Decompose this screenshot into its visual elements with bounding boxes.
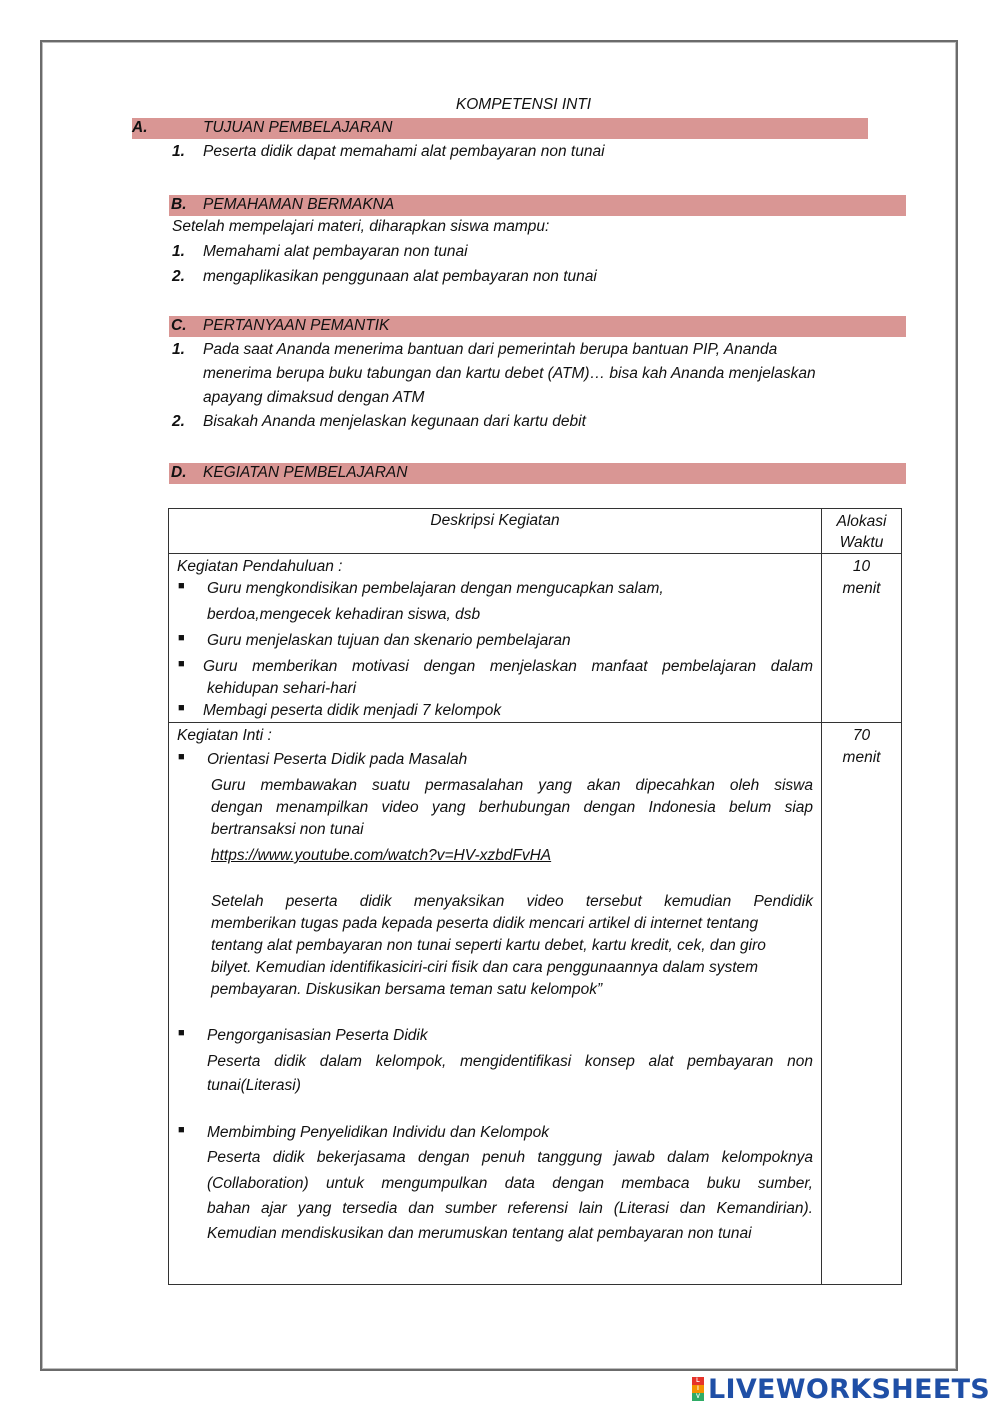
- logo-mark-icon: [692, 1377, 704, 1401]
- header-time-cell: [822, 509, 902, 554]
- section-a-item-text: Peserta didik dapat memahami alat pembayaran non tunai: [203, 143, 605, 160]
- section-c-title: PERTANYAAN PEMANTIK: [203, 317, 390, 334]
- time-unit: menit: [842, 580, 881, 597]
- pendahuluan-title: Kegiatan Pendahuluan :: [177, 558, 343, 575]
- table-row: [169, 554, 902, 723]
- inti-step-title: Membimbing Penyelidikan Individu dan Kelompok: [207, 1124, 550, 1141]
- bullet-square-icon: ■: [178, 658, 185, 670]
- inti-paragraph-line: bahan ajar yang tersedia dan sumber referensi lain (Literasi dan Kemandirian).: [207, 1200, 813, 1217]
- pendahuluan-bullet-line: berdoa,mengecek kehadiran siswa, dsb: [207, 606, 481, 623]
- inti-paragraph-line: Guru membawakan suatu permasalahan yang akan dipecahkan oleh siswa: [211, 777, 813, 794]
- activity-table: [168, 508, 902, 1285]
- inti-paragraph-line: Setelah peserta didik menyaksikan video tersebut kemudian Pendidik: [211, 893, 813, 910]
- table-row: [169, 723, 902, 1285]
- logo-mark-letter: I: [692, 1385, 704, 1393]
- section-b-letter: B.: [171, 196, 187, 213]
- section-d-title: KEGIATAN PEMBELAJARAN: [203, 464, 408, 481]
- section-b-item-num: 1.: [172, 243, 185, 260]
- inti-paragraph-line: Peserta didik dalam kelompok, mengidentifikasi konsep alat pembayaran non: [207, 1053, 813, 1070]
- pendahuluan-bullet-line: Guru menjelaskan tujuan dan skenario pembelajaran: [207, 632, 571, 649]
- section-c-item-line: apayang dimaksud dengan ATM: [203, 389, 425, 406]
- header-time-line: Alokasi: [836, 513, 887, 530]
- inti-cell: [169, 723, 822, 1285]
- bullet-square-icon: ■: [178, 751, 185, 763]
- bullet-square-icon: ■: [178, 580, 185, 592]
- header-description: Deskripsi Kegiatan: [430, 512, 560, 529]
- pendahuluan-bullet-line: kehidupan sehari-hari: [207, 680, 357, 697]
- inti-step-title: Pengorganisasian Peserta Didik: [207, 1027, 428, 1044]
- inti-paragraph-line: (Collaboration) untuk mengumpulkan data dengan membaca buku sumber,: [207, 1175, 813, 1192]
- inti-paragraph-line: bilyet. Kemudian identifikasiciri-ciri fisik dan cara penggunaannya dalam system: [211, 959, 759, 976]
- section-a-title: TUJUAN PEMBELAJARAN: [203, 119, 393, 136]
- inti-paragraph-line: bertransaksi non tunai: [211, 821, 364, 838]
- section-a-letter: A.: [132, 119, 148, 136]
- bullet-square-icon: ■: [178, 702, 185, 714]
- inti-paragraph-line: tentang alat pembayaran non tunai seperti kartu debet, kartu kredit, cek, dan giro: [211, 937, 766, 954]
- time-value: 70: [852, 727, 871, 744]
- section-c-item-num: 1.: [172, 341, 185, 358]
- inti-paragraph-line: Peserta didik bekerjasama dengan penuh tanggung jawab dalam kelompoknya: [207, 1149, 813, 1166]
- inti-paragraph-line: tunai(Literasi): [207, 1077, 301, 1094]
- section-b-item-text: mengaplikasikan penggunaan alat pembayaran non tunai: [203, 268, 597, 285]
- header-time-line: Waktu: [839, 534, 884, 551]
- liveworksheets-logo[interactable]: [692, 1375, 990, 1403]
- inti-paragraph-line: pembayaran. Diskusikan bersama teman satu kelompok”: [211, 981, 603, 998]
- section-a-item-num: 1.: [172, 143, 185, 160]
- pendahuluan-cell: [169, 554, 822, 723]
- page-title: KOMPETENSI INTI: [455, 96, 592, 113]
- section-b-intro: Setelah mempelajari materi, diharapkan siswa mampu:: [172, 218, 550, 235]
- inti-step-title: Orientasi Peserta Didik pada Masalah: [207, 751, 468, 768]
- inti-paragraph-line: Kemudian mendiskusikan dan merumuskan tentang alat pembayaran non tunai: [207, 1225, 752, 1242]
- section-b-item-text: Memahami alat pembayaran non tunai: [203, 243, 468, 260]
- section-d-letter: D.: [171, 464, 187, 481]
- section-c-letter: C.: [171, 317, 187, 334]
- logo-mark-letter: L: [692, 1377, 704, 1385]
- bullet-square-icon: ■: [178, 632, 185, 644]
- pendahuluan-bullet-line: Membagi peserta didik menjadi 7 kelompok: [203, 702, 502, 719]
- section-c-item-num: 2.: [172, 413, 185, 430]
- section-c-item-line: Pada saat Ananda menerima bantuan dari pemerintah berupa bantuan PIP, Ananda: [203, 341, 778, 358]
- video-link[interactable]: https://www.youtube.com/watch?v=HV-xzbdFvHA: [211, 847, 552, 864]
- inti-title: Kegiatan Inti :: [177, 727, 272, 744]
- inti-paragraph-line: memberikan tugas pada kepada peserta didik mencari artikel di internet tentang: [211, 915, 759, 932]
- inti-paragraph-line: dengan menampilkan video yang berhubungan dengan Indonesia belum siap: [211, 799, 813, 816]
- section-c-item-line: menerima berupa buku tabungan dan kartu debet (ATM)… bisa kah Ananda menjelaskan: [203, 365, 816, 382]
- section-c-item-line: Bisakah Ananda menjelaskan kegunaan dari kartu debit: [203, 413, 586, 430]
- logo-mark-letter: V: [692, 1393, 704, 1401]
- pendahuluan-time-cell: [822, 554, 902, 723]
- header-description-cell: [169, 509, 822, 554]
- time-unit: menit: [842, 749, 881, 766]
- section-b-item-num: 2.: [172, 268, 185, 285]
- pendahuluan-bullet-line: Guru memberikan motivasi dengan menjelaskan manfaat pembelajaran dalam: [203, 658, 813, 675]
- bullet-square-icon: ■: [178, 1027, 185, 1039]
- logo-text: LIVEWORKSHEETS: [708, 1373, 991, 1405]
- bullet-square-icon: ■: [178, 1124, 185, 1136]
- inti-time-cell: [822, 723, 902, 1285]
- pendahuluan-bullet-line: Guru mengkondisikan pembelajaran dengan mengucapkan salam,: [207, 580, 664, 597]
- section-b-title: PEMAHAMAN BERMAKNA: [203, 196, 395, 213]
- table-header-row: [169, 509, 902, 554]
- time-value: 10: [852, 558, 871, 575]
